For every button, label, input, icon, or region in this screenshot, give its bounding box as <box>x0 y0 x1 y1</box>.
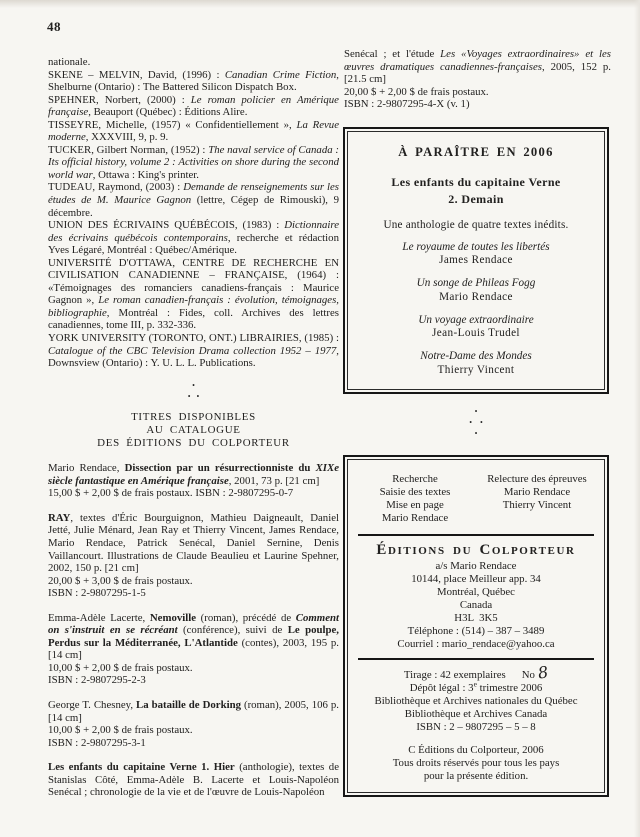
bibliography-entry: TISSEYRE, Michelle, (1957) « Confidentiellement », La Revue moderne, XXXVIII, 9, p. 9. <box>48 118 339 144</box>
bibliography-entry: UNIVERSITÉ D'OTTAWA, CENTRE DE RECHERCHE EN CIVILISATION CANADIENNE – FRANÇAISE, (1964) : «Témoignages des romanciers canadiens-français : Maurice Gagnon », Le roman canadien-français : évolution, témoignages, bibliographie, Montréal : Fides, coll. Archives des lettres canadiennes, tome III, p. 332-336. <box>48 256 339 332</box>
copyright-lines <box>348 744 604 783</box>
publisher-section <box>348 539 604 655</box>
bibliography-list <box>48 56 339 370</box>
publisher-address-line: Canada <box>459 599 493 611</box>
work-title: Un songe de Phileas Fogg <box>416 277 536 289</box>
work-item <box>358 314 594 341</box>
announcement-box-inner-frame <box>347 131 605 390</box>
catalog-title <box>48 411 339 451</box>
catalog-entries <box>48 462 339 799</box>
work-item <box>358 350 594 377</box>
bibliography-entry: UNION DES ÉCRIVAINS QUÉBÉCOIS, (1983) : Dictionnaire des écrivains québécois contemporains, recherche et rédaction Yves Légaré, Montréal : Québec/Amérique. <box>48 219 339 257</box>
publisher-address-line: Téléphone : (514) – 387 – 3489 <box>407 625 545 637</box>
copyright-line: Tous droits réservés pour tous les pays <box>392 757 560 769</box>
copyright-line: C Éditions du Colporteur, 2006 <box>408 744 544 756</box>
announcement-title-line2: 2. Demain <box>448 191 504 206</box>
legal-deposit-line: Dépôt légal : 3e trimestre 2006 <box>409 679 543 694</box>
section-divider <box>358 658 594 660</box>
catalog-title-line: DES ÉDITIONS DU COLPORTEUR <box>97 437 290 450</box>
work-item <box>358 277 594 304</box>
bibliography-entry: SPEHNER, Norbert, (2000) : Le roman policier en Amérique française, Beauport (Québec) : Éditions Alire. <box>48 93 339 119</box>
handwritten-copy-number: 8 <box>536 662 550 683</box>
library-line: Bibliothèque et Archives nationales du Québec <box>374 695 578 707</box>
asterism-divider-right <box>343 406 609 439</box>
work-title: Le royaume de toutes les libertés <box>402 240 550 253</box>
catalog-entry: Mario Rendace, Dissection par un résurrectionniste du XIXe siècle fantastique en Amérique française, 2001, 73 p. [21 cm] 15,00 $ + 2,00 $ de frais postaux. ISBN : 2-9807295-0-7 <box>48 462 339 500</box>
asterism-dots: • • <box>469 418 483 427</box>
print-run-label: Tirage : 42 exemplaires <box>403 669 506 681</box>
bibliography-entry: TUDEAU, Raymond, (2003) : Demande de renseignements sur les études de M. Maurice Gagnon (lettre, Cégep de Rimouski), 9 décembre. <box>48 181 339 219</box>
asterism-dots: • <box>474 429 478 438</box>
work-author: James Rendace <box>439 254 513 266</box>
credit-line: Thierry Vincent <box>502 499 572 511</box>
announcement-subtitle: Une anthologie de quatre textes inédits. <box>383 219 569 231</box>
announcement-box <box>343 127 609 394</box>
asterism-dots: • • <box>187 391 200 401</box>
catalog-title-line: TITRES DISPONIBLES <box>131 410 256 423</box>
publisher-address-line: H3L 3K5 <box>454 612 498 624</box>
credits-section <box>348 460 604 531</box>
library-lines <box>348 695 604 734</box>
asterism-divider <box>48 380 339 402</box>
bibliography-entry: YORK UNIVERSITY (TORONTO, ONT.) LIBRAIRIES, (1985) : Catalogue of the CBC Television Drama collection 1952 – 1977, Downsview (Ontario) : Y. U. L. L. Publications. <box>48 332 339 370</box>
bibliography-entry: TUCKER, Gilbert Norman, (1952) : The naval service of Canada : Its official history, volume 2 : Activities on shore during the second world war, Ottawa : King's printer. <box>48 143 339 181</box>
announcement-title <box>358 174 594 207</box>
announcement-content <box>348 132 604 387</box>
catalog-entry: Emma-Adèle Lacerte, Nemoville (roman), précédé de Comment on s'instruit en se récréant (conférence), suivi de Le poulpe, Perdus sur la Méditerranée, L'Atlantide (contes), 2003, 195 p. [14 cm] 10,00 $ + 2,00 $ de frais postaux. ISBN : 2-9807295-2-3 <box>48 611 339 687</box>
catalog-title-line: AU CATALOGUE <box>146 423 241 436</box>
bibliography-entry: SKENE – MELVIN, David, (1996) : Canadian Crime Fiction, Shelburne (Ontario) : The Battered Silicon Dispatch Box. <box>48 68 339 94</box>
publisher-address-line: Montréal, Québec <box>437 586 515 598</box>
publisher-name: Éditions du Colporteur <box>376 542 576 558</box>
credits-proofreading <box>476 473 598 525</box>
publisher-address-line: a/s Mario Rendace <box>435 560 517 572</box>
announced-works-list <box>358 241 594 378</box>
credit-line: Relecture des épreuves <box>487 473 587 485</box>
colophon-box-inner-frame <box>347 459 605 793</box>
right-column-top-entry: Senécal ; et l'étude Les «Voyages extraordinaires» et les œuvres dramatiques canadiennes-françaises, 2005, 152 p. [21.5 cm] 20,00 $ + 2,00 $ de frais postaux. ISBN : 2-9807295-4-X (v. 1) <box>344 48 611 111</box>
publisher-address-line: 10144, place Meilleur app. 34 <box>411 573 541 585</box>
work-author: Jean-Louis Trudel <box>432 327 520 339</box>
announcement-title-line1: Les enfants du capitaine Verne <box>391 175 561 189</box>
asterism-dots: • <box>474 407 478 416</box>
left-column <box>48 56 339 810</box>
publisher-address-list <box>348 560 604 651</box>
work-title: Notre-Dame des Mondes <box>420 350 532 362</box>
copy-number-label: No <box>521 669 535 681</box>
announcement-heading: À PARAÎTRE EN 2006 <box>398 145 554 159</box>
publisher-address-line: Courriel : mario_rendace@yahoo.ca <box>397 638 555 650</box>
credits-production <box>354 473 476 525</box>
work-title: Un voyage extraordinaire <box>418 313 534 326</box>
credit-line: Saisie des textes <box>379 486 451 498</box>
work-item <box>358 241 594 268</box>
asterism-dots: • <box>192 380 195 390</box>
colophon-section <box>348 663 604 792</box>
credit-line: Recherche <box>392 473 438 485</box>
work-author: Thierry Vincent <box>437 363 515 376</box>
catalog-entry: Les enfants du capitaine Verne 1. Hier (anthologie), textes de Stanislas Côté, Emma-Adèle B. Lacerte et Louis-Napoléon Senécal ; chronologie de la vie et de l'œuvre de Louis-Napoléon <box>48 761 339 799</box>
library-line: ISBN : 2 – 9807295 – 5 – 8 <box>416 721 536 733</box>
bibliography-entry: nationale. <box>48 56 91 68</box>
colophon-box <box>343 455 609 797</box>
section-divider <box>358 534 594 536</box>
work-author: Mario Rendace <box>439 290 513 303</box>
catalog-entry: George T. Chesney, La bataille de Dorking (roman), 2005, 106 p. [14 cm] 10,00 $ + 2,00 $ de frais postaux. ISBN : 2-9807295-3-1 <box>48 699 339 749</box>
credit-line: Mario Rendace <box>503 486 571 498</box>
credit-line: Mario Rendace <box>381 512 449 524</box>
library-line: Bibliothèque et Archives Canada <box>404 708 548 720</box>
catalog-entry: RAY, textes d'Éric Bourguignon, Mathieu Daigneault, Daniel Jetté, Julie Ménard, Jean Ray et Thierry Vincent, James Rendace, Mario Rendace, Patrick Senécal, Daniel Sernine, Denis Vaillancourt. Illustrations de Claude Beaulieu et Laurine Spehner, 2002, 150 p. [21 cm] 20,00 $ + 3,00 $ de frais postaux. ISBN : 2-9807295-1-5 <box>48 511 339 600</box>
credit-line: Mise en page <box>386 499 444 511</box>
page-number: 48 <box>47 19 61 34</box>
copyright-line: pour la présente édition. <box>423 770 529 782</box>
